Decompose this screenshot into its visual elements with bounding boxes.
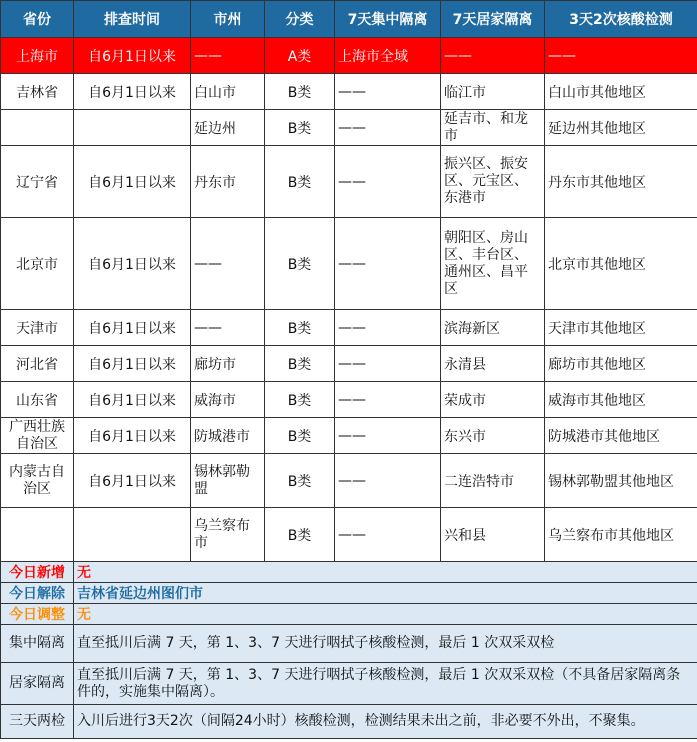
- table-row: [1, 454, 697, 508]
- note-text: 直至抵川后满 7 天，第 1、3、7 天进行咽拭子核酸检测，最后 1 次双采双检: [74, 625, 697, 663]
- header-row: [1, 1, 697, 38]
- cell-province: 山东省: [1, 382, 74, 418]
- header-city: 市州: [191, 1, 265, 38]
- cell-central: ——: [335, 454, 441, 508]
- cell-city: ——: [191, 310, 265, 346]
- cell-check-time: 自6月1日以来: [74, 146, 191, 218]
- cell-home: 二连浩特市: [441, 454, 545, 508]
- table-row: [1, 382, 697, 418]
- table-row: [1, 310, 697, 346]
- cell-province: [1, 110, 74, 146]
- table-row: [1, 38, 697, 74]
- table-row: [1, 508, 697, 562]
- table-row: [1, 74, 697, 110]
- cell-test: 防城港市其他地区: [545, 418, 697, 454]
- cell-province: 天津市: [1, 310, 74, 346]
- cell-test: 白山市其他地区: [545, 74, 697, 110]
- cell-central: ——: [335, 310, 441, 346]
- cell-check-time: [74, 508, 191, 562]
- cell-check-time: 自6月1日以来: [74, 310, 191, 346]
- cell-category: B类: [265, 418, 335, 454]
- summary-new-value: 无: [74, 562, 697, 583]
- cell-category: B类: [265, 74, 335, 110]
- note-text: 入川后进行3天2次（间隔24小时）核酸检测，检测结果未出之前，非必要不外出，不聚集。: [74, 705, 697, 739]
- note-label: 居家隔离: [1, 663, 74, 705]
- cell-category: B类: [265, 382, 335, 418]
- summary-adjusted-row: [1, 604, 697, 625]
- cell-central: ——: [335, 508, 441, 562]
- cell-test: ——: [545, 38, 697, 74]
- cell-test: 北京市其他地区: [545, 218, 697, 310]
- cell-central: ——: [335, 218, 441, 310]
- cell-central: ——: [335, 110, 441, 146]
- cell-test: 天津市其他地区: [545, 310, 697, 346]
- cell-test: 锡林郭勒盟其他地区: [545, 454, 697, 508]
- cell-check-time: 自6月1日以来: [74, 418, 191, 454]
- header-province: 省份: [1, 1, 74, 38]
- note-row: [1, 663, 697, 705]
- cell-central: ——: [335, 346, 441, 382]
- cell-province: 广西壮族自治区: [1, 418, 74, 454]
- summary-lifted-value: 吉林省延边州图们市: [74, 583, 697, 604]
- cell-city: 延边州: [191, 110, 265, 146]
- cell-home: 朝阳区、房山区、丰台区、通州区、昌平区: [441, 218, 545, 310]
- cell-test: 丹东市其他地区: [545, 146, 697, 218]
- header-category: 分类: [265, 1, 335, 38]
- cell-check-time: 自6月1日以来: [74, 346, 191, 382]
- table-row: [1, 346, 697, 382]
- cell-home: 荣成市: [441, 382, 545, 418]
- cell-category: B类: [265, 346, 335, 382]
- header-home-quarantine: 7天居家隔离: [441, 1, 545, 38]
- cell-central: ——: [335, 146, 441, 218]
- note-label: 三天两检: [1, 705, 74, 739]
- cell-home: 东兴市: [441, 418, 545, 454]
- cell-category: B类: [265, 146, 335, 218]
- cell-province: 上海市: [1, 38, 74, 74]
- cell-city: ——: [191, 38, 265, 74]
- cell-check-time: 自6月1日以来: [74, 74, 191, 110]
- table-row: [1, 110, 697, 146]
- cell-home: ——: [441, 38, 545, 74]
- cell-province: 河北省: [1, 346, 74, 382]
- cell-city: 威海市: [191, 382, 265, 418]
- cell-central: ——: [335, 382, 441, 418]
- cell-home: 延吉市、和龙市: [441, 110, 545, 146]
- cell-check-time: 自6月1日以来: [74, 382, 191, 418]
- cell-check-time: 自6月1日以来: [74, 218, 191, 310]
- cell-province: 北京市: [1, 218, 74, 310]
- cell-category: B类: [265, 218, 335, 310]
- cell-test: 延边州其他地区: [545, 110, 697, 146]
- cell-city: 白山市: [191, 74, 265, 110]
- cell-home: 滨海新区: [441, 310, 545, 346]
- note-text: 直至抵川后满 7 天，第 1、3、7 天进行咽拭子核酸检测，最后 1 次双采双检（不具备居家隔离条件的，实施集中隔离）。: [74, 663, 697, 705]
- cell-category: B类: [265, 110, 335, 146]
- cell-check-time: 自6月1日以来: [74, 454, 191, 508]
- summary-new-row: [1, 562, 697, 583]
- cell-province: 内蒙古自治区: [1, 454, 74, 508]
- cell-province: [1, 508, 74, 562]
- table-row: [1, 218, 697, 310]
- cell-test: 乌兰察布市其他地区: [545, 508, 697, 562]
- cell-city: 防城港市: [191, 418, 265, 454]
- cell-category: A类: [265, 38, 335, 74]
- table-row: [1, 418, 697, 454]
- cell-test: 廊坊市其他地区: [545, 346, 697, 382]
- header-central-quarantine: 7天集中隔离: [335, 1, 441, 38]
- cell-city: 廊坊市: [191, 346, 265, 382]
- header-check-time: 排查时间: [74, 1, 191, 38]
- cell-central: ——: [335, 74, 441, 110]
- note-label: 集中隔离: [1, 625, 74, 663]
- cell-check-time: [74, 110, 191, 146]
- cell-category: B类: [265, 508, 335, 562]
- table-row: [1, 146, 697, 218]
- header-test: 3天2次核酸检测: [545, 1, 697, 38]
- note-row: [1, 625, 697, 663]
- cell-home: 振兴区、振安区、元宝区、东港市: [441, 146, 545, 218]
- cell-city: ——: [191, 218, 265, 310]
- cell-check-time: 自6月1日以来: [74, 38, 191, 74]
- summary-adjusted-label: 今日调整: [1, 604, 74, 625]
- cell-province: 辽宁省: [1, 146, 74, 218]
- summary-lifted-label: 今日解除: [1, 583, 74, 604]
- cell-category: B类: [265, 310, 335, 346]
- cell-home: 兴和县: [441, 508, 545, 562]
- cell-central: 上海市全域: [335, 38, 441, 74]
- cell-home: 临江市: [441, 74, 545, 110]
- cell-central: ——: [335, 418, 441, 454]
- cell-city: 乌兰察布市: [191, 508, 265, 562]
- cell-category: B类: [265, 454, 335, 508]
- note-row: [1, 705, 697, 739]
- cell-city: 丹东市: [191, 146, 265, 218]
- cell-test: 威海市其他地区: [545, 382, 697, 418]
- cell-province: 吉林省: [1, 74, 74, 110]
- cell-home: 永清县: [441, 346, 545, 382]
- summary-adjusted-value: 无: [74, 604, 697, 625]
- summary-new-label: 今日新增: [1, 562, 74, 583]
- cell-city: 锡林郭勒盟: [191, 454, 265, 508]
- summary-lifted-row: [1, 583, 697, 604]
